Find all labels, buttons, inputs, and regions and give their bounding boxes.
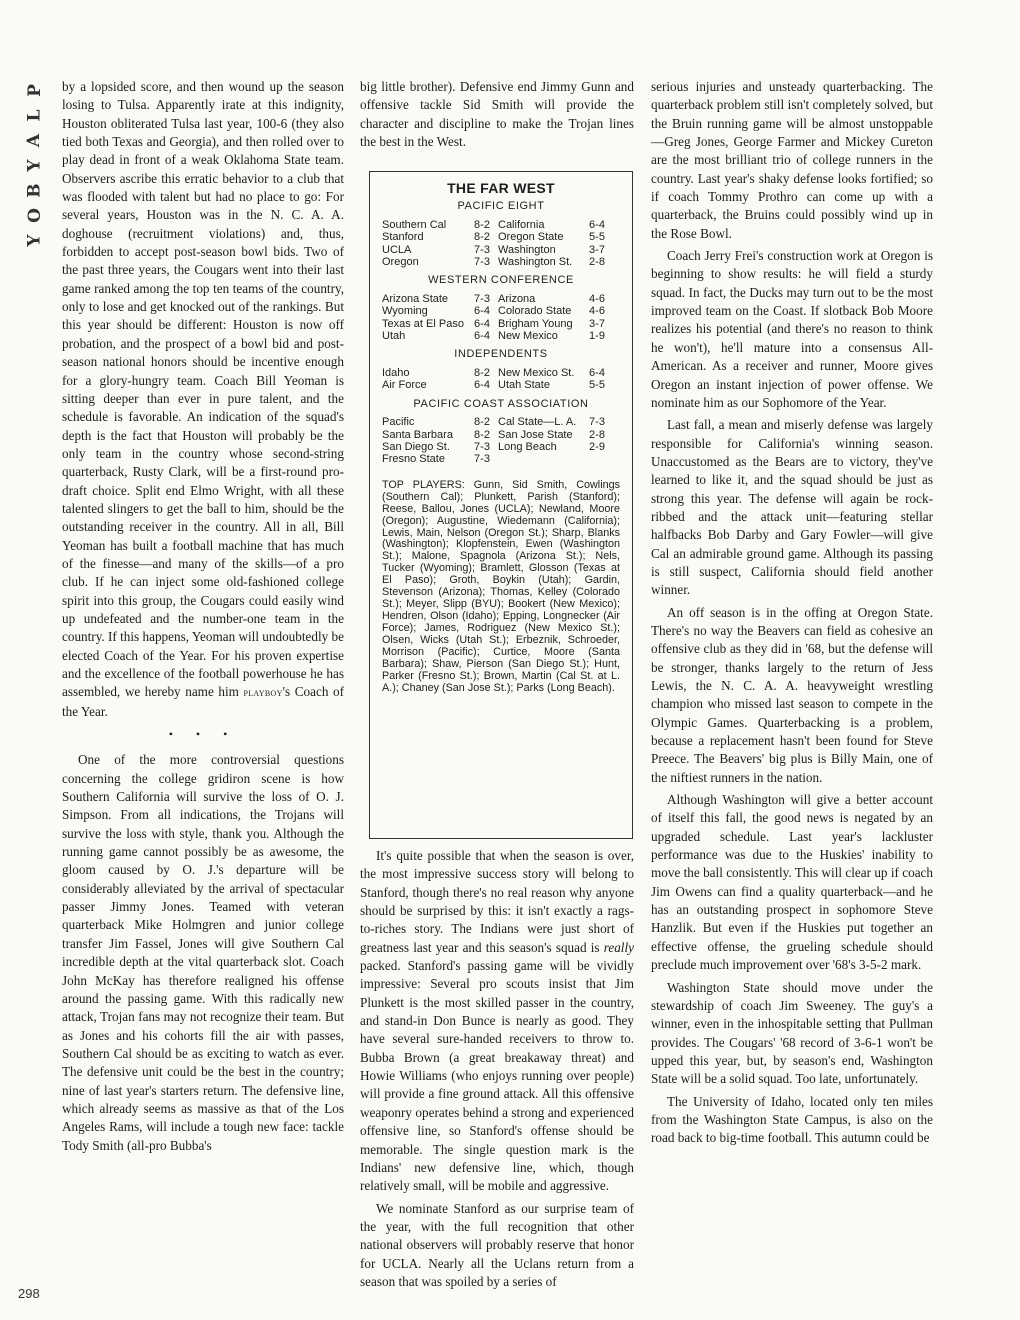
conference-title: INDEPENDENTS — [454, 348, 548, 361]
team-name: San Jose State — [498, 428, 573, 441]
paragraph: We nominate Stanford as our surprise team of the year, with the full recognition that other national observers will probably reserve that honor for UCLA. Nearly all the Uclans return from a season that was spoiled by a series of — [360, 1200, 634, 1289]
team-record: 7-3 — [474, 453, 490, 466]
logo-letter: A — [24, 133, 45, 148]
paragraph: serious injuries and unsteady quarterbacking. The quarterback problem still isn't completely solved, but the Bruin running game will be almost unstoppable—Greg Jones, George Farmer and Mickey Cureton are the most brilliant trio of college runners in the country. Last year's shaky defense looks fortified; so if coach Tommy Prothro can come up with a quarterback, the Bruins could possibly wind up in the Rose Bowl. — [651, 79, 933, 241]
team-name: Pacific — [382, 416, 415, 429]
team-name: Oregon State — [498, 231, 564, 244]
far-west-standings-box — [369, 171, 633, 839]
team-record: 8-2 — [474, 218, 490, 231]
paragraph — [360, 847, 634, 1196]
team-record: 8-2 — [474, 428, 490, 441]
team-record: 6-4 — [589, 218, 605, 231]
standings-table — [382, 416, 620, 466]
team-name: Brigham Young — [498, 317, 573, 330]
team-name — [498, 453, 582, 465]
standings-table — [382, 219, 620, 269]
paragraph: Washington State should move under the stewardship of coach Jim Sweeney. The guy's a winner, even in the inhospitable setting that Pullman provides. The Cougars' '68 record of 3-6-1 won't be upped this year, but, by season's end, Washington State will be a solid squad. Too late, unfortunately. — [651, 979, 933, 1087]
team-record: 5-5 — [589, 379, 605, 392]
logo-letter: Y — [24, 234, 45, 247]
team-name: Utah — [382, 330, 406, 343]
team-name: Idaho — [382, 366, 410, 379]
paragraph: Coach Jerry Frei's construction work at Oregon is beginning to show results: he will field a sturdy squad. In fact, the Ducks may turn out to be the most improved team on the Coast. If slotback Bob Moore realizes his potential (and there's no reason to think he won't), he'll mature into a consensus All-American. As a receiver and runner, Moore gives Oregon an instant injection of power offense. We nominate him as our Sophomore of the Year. — [651, 248, 933, 410]
article-column-1 — [62, 78, 344, 1155]
team-name: California — [498, 218, 545, 231]
team-record: 2-8 — [589, 256, 605, 269]
paragraph: The University of Idaho, located only ten miles from the Washington State Campus, is also on the road back to big-time football. This autumn could be — [651, 1093, 933, 1146]
team-record: 5-5 — [589, 231, 605, 244]
team-name: Cal State—L. A. — [498, 416, 577, 429]
team-name: San Diego St. — [382, 440, 450, 453]
conference-list — [382, 200, 620, 465]
team-name: Long Beach — [498, 440, 557, 453]
box-title: THE FAR WEST — [447, 180, 555, 196]
team-record: 2-9 — [589, 440, 605, 453]
team-name: New Mexico — [498, 330, 558, 343]
team-record: 7-3 — [474, 256, 490, 269]
paragraph-text: packed. Stanford's passing game will be vividly impressive: Several pro scouts insist that Jim Plunkett is the most skilled passer in the country, and stand-in Don Bunce is nearly as good. They have several sure-handed receivers to throw to. Bubba Brown (a great breakaway threat) and Howie Williams (who enjoys running over people) will provide a fine ground attack. All this offensive weaponry operates behind a strong and experienced offensive line, so Stanford's offense should be memorable. The single question mark is the Indians' new defensive line, which, though relatively small, will be mobile and aggressive. — [360, 958, 634, 1194]
team-name: Colorado State — [498, 305, 572, 318]
paragraph: Last fall, a mean and miserly defense was largely responsible for California's winning season. Unaccustomed as the Bears are to victory, they've learned to like it, and the squad should be just as strong this year. The defense will again be rock-ribbed and the attack unit—featuring stellar halfbacks Bob Darby and Gary Fowler—will give Cal an admirable ground game. Although its passing is still suspect, California should field another winner. — [651, 417, 933, 598]
conference-title: WESTERN CONFERENCE — [428, 274, 574, 287]
team-record: 8-2 — [474, 366, 490, 379]
team-name: New Mexico St. — [498, 366, 575, 379]
paragraph: One of the more controversial questions concerning the college gridiron scene is how Southern California will survive the loss of O. J. Simpson. From all indications, the Trojans will survive the loss with style, thank you. Although the running game cannot possibly be as awesome, the gloom caused by O. J.'s departure will be considerably alleviated by the arrival of spectacular passer Jimmy Jones. Teamed with veteran quarterback Mike Holmgren and junior college transfer Jim Fassel, Jones will give Southern Cal incredible depth at the vital quarterback slot. Coach John McKay has therefore realigned his offense around the passing game. With this radically new attack, Trojan fans may not recognize their team. But as Jones and his cohorts fill the air with passes, Southern Cal should be as exciting to watch as ever. The defensive unit could be the best in the country; nine of last year's starters return. The defensive line, which already seems as massive as that of the Los Angeles Rams, will include a tough new face: tackle Tody Smith (all-pro Bubba's — [62, 752, 344, 1153]
team-name: Stanford — [382, 231, 424, 244]
paragraph: big little brother). Defensive end Jimmy Gunn and offensive tackle Sid Smith will provide the character and discipline to make the Trojan lines the best in the West. — [360, 79, 634, 150]
article-column-2 — [360, 78, 634, 151]
conference-title: PACIFIC COAST ASSOCIATION — [413, 397, 589, 410]
team-name: Utah State — [498, 379, 550, 392]
team-record: 3-7 — [589, 317, 605, 330]
team-name: Southern Cal — [382, 218, 447, 231]
section-divider: • • • — [168, 727, 238, 742]
team-record: 4-6 — [589, 305, 605, 318]
team-record: 6-4 — [474, 317, 490, 330]
team-record: 8-2 — [474, 416, 490, 429]
team-name: Arizona — [498, 292, 536, 305]
paragraph-text: by a lopsided score, and then wound up the season losing to Tulsa. Apparently irate at this indignity, Houston obliterated Tulsa last year, 100-6 (they also tied both Texas and Georgia), and then rolled over to play dead in front of a weak Oklahoma State team. Observers ascribe this erratic behavior to a club that was flooded with talent but had no place to go: For several years, Houston was in the N. C. A. A. doghouse (recruitment violations) and, thus, forbidden to accept post-season bowl bids. Two of the past three years, the Cougars went into their last game ranked among the top ten teams of the country, only to lose and get knocked out of the rankings. But this year should be different: Houston is now off probation, and the prospect of a bowl bid and post-season national honors should be incentive enough for a glory-hungry team. Coach Bill Yeoman is sitting deeper than ever in pure talent, and the schedule is favorable. An indication of the squad's depth is the fact that Houston will probably be the only team in the country whose second-string quarterback, Rusty Clark, will be a first-round pro-draft choice. Split end Elmo Wright, with all these talented slingers to get the ball to him, should be the outstanding receiver in the country. All in all, Bill Yeoman has built a football machine that has much of the finesse—and many of the skills—of a pro club. If he can inject some old-fashioned college spirit into this group, the Cougars could easily wind up undefeated and the number-one team in the country. If this happens, Yeoman will undoubtedly be elected Coach of the Year. For his proven expertise and the excellence of the football powerhouse he has assembled, we hereby name him — [62, 79, 344, 700]
team-record — [582, 453, 612, 465]
team-record: 6-4 — [474, 305, 490, 318]
logo-letter: B — [24, 183, 45, 198]
magazine-side-logo — [20, 78, 50, 253]
team-record: 7-3 — [474, 440, 490, 453]
team-name: Washington — [498, 243, 556, 256]
team-name: UCLA — [382, 243, 412, 256]
conference-title: PACIFIC EIGHT — [457, 200, 545, 213]
team-record: 7-3 — [589, 416, 605, 429]
team-name: Santa Barbara — [382, 428, 453, 441]
team-record: 1-9 — [589, 330, 605, 343]
team-name: Arizona State — [382, 292, 449, 305]
team-record: 8-2 — [474, 231, 490, 244]
team-record: 7-3 — [474, 243, 490, 256]
logo-letter: Y — [24, 159, 45, 172]
logo-letter: O — [24, 208, 45, 223]
team-name: Air Force — [382, 379, 427, 392]
team-record: 7-3 — [474, 292, 490, 305]
team-record: 6-4 — [474, 330, 490, 343]
paragraph: An off season is in the offing at Oregon State. There's no way the Beavers can field as cohesive an offensive club as they did in '68, but the defense will be stronger, thanks largely to the return of Jess Lewis, the N. C. A. A. heavyweight wrestling champion who missed last season to compete in the Olympic Games. Quarterbacking is a problem, because a replacement hasn't been found for Steve Preece. The Beavers' big plus is Billy Main, one of the niftiest runners in the nation. — [651, 604, 933, 785]
page-number: 298 — [18, 1286, 40, 1301]
team-record: 3-7 — [589, 243, 605, 256]
standings-table — [382, 367, 620, 392]
team-record: 4-6 — [589, 292, 605, 305]
paragraph-text: 's Coach of the Year. — [62, 684, 345, 719]
paragraph-text: It's quite possible that when the season is over, the most impressive success story will belong to Stanford, though there's no real reason why anyone should be surprised by this: it isn't exactly a rags-to-riches story. The Indians were just short of greatness last year and this season's squad is — [360, 848, 634, 955]
standings-table — [382, 293, 620, 343]
team-name: Washington St. — [498, 256, 573, 269]
team-record: 2-8 — [589, 428, 605, 441]
logo-letter: L — [24, 109, 45, 122]
logo-letter: P — [24, 84, 45, 97]
team-name: Fresno State — [382, 453, 445, 466]
article-column-2-continued — [360, 847, 634, 1291]
emphasis-text: really — [603, 939, 634, 955]
team-name: Wyoming — [382, 305, 428, 318]
paragraph: Although Washington will give a better account of itself this fall, the good news is negated by an upgraded schedule. Last year's lackluster performance was due to the Huskies' inability to move the ball consistently. This will clear up if coach Jim Owens can find a quality quarterback—and he has an outstanding prospect in sophomore Steve Hanzlik. But even if the Huskies put together an effective offense, the grueling schedule should preclude much improvement over '68's 3-5-2 mark. — [651, 792, 933, 973]
article-column-3 — [651, 78, 933, 1148]
top-players: TOP PLAYERS: Gunn, Sid Smith, Cowlings (Southern Cal); Plunkett, Parish (Stanford); Reese, Ballou, Jones (UCLA); Newland, Moore (Oregon); Augustine, Wiedemann (California); Lewis, Main, Nelson (Oregon St.); Sharp, Blanks (Washington); Klopfenstein, Ewen (Washington St.); Malone, Spagnola (Arizona St.); Nels, Tucker (Wyoming); Bramlett, Glosson (Texas at El Paso); Groth, Boykin (Utah); Gardin, Stevenson (Arizona); Thomas, Kelley (Colorado St.); Meyer, Slipp (BYU); Bookert (New Mexico); Hendren, Olson (Idaho); Epping, Longnecker (Air Force); James, Rodriguez (New Mexico St.); Olsen, Wicks (Utah St.); Erbeznik, Schroeder, Morrison (Pacific); Curtice, Moore (Santa Barbara); Shaw, Pierson (San Diego St.); Hunt, Parker (Fresno St.); Brown, Martin (Cal St. at L. A.); Chaney (San Jose St.); Parks (Long Beach). — [382, 478, 620, 694]
team-name: Oregon — [382, 256, 419, 269]
team-name: Texas at El Paso — [382, 317, 464, 330]
team-record: 6-4 — [589, 366, 605, 379]
paragraph — [62, 78, 344, 721]
team-record: 6-4 — [474, 379, 490, 392]
magazine-name: playboy — [243, 687, 283, 700]
